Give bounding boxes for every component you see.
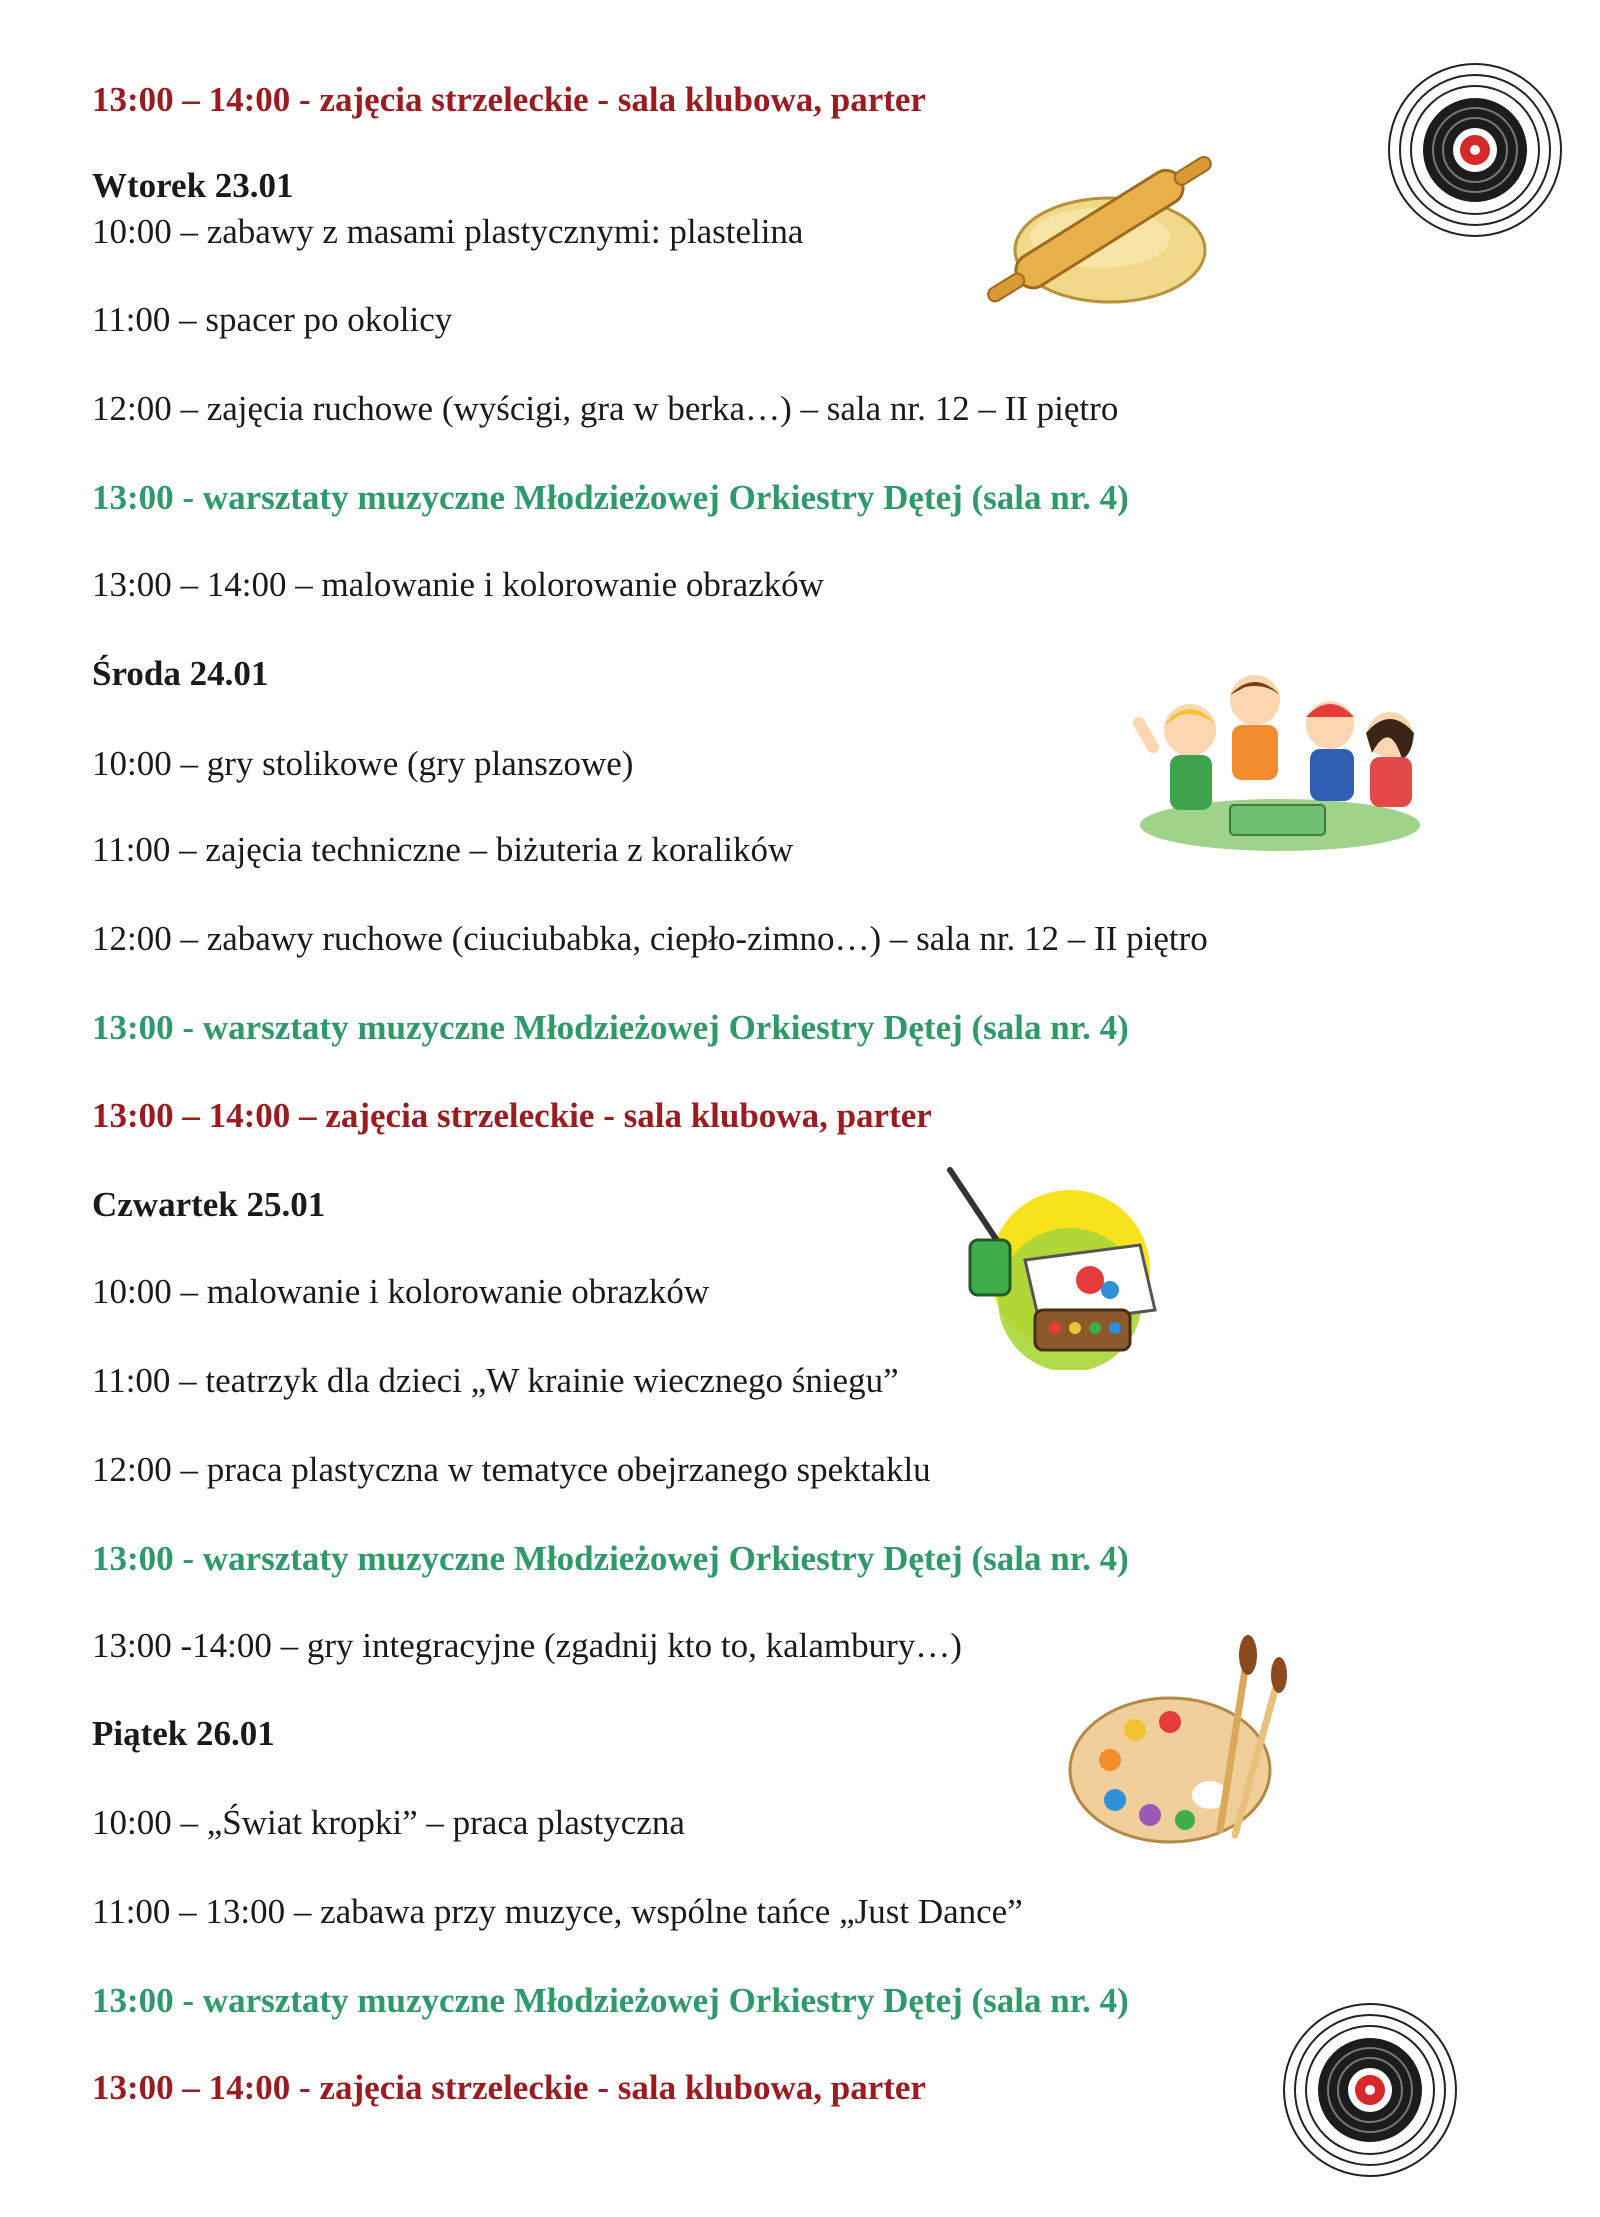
music-workshop: 13:00 - warsztaty muzyczne Młodzieżowej Orkiestry Dętej (sala nr. 4) xyxy=(92,478,1129,517)
shooting-session: 13:00 – 14:00 – zajęcia strzeleckie - sala klubowa, parter xyxy=(92,1096,932,1135)
music-workshop: 13:00 - warsztaty muzyczne Młodzieżowej Orkiestry Dętej (sala nr. 4) xyxy=(92,1008,1129,1047)
activity-item: 13:00 -14:00 – gry integracyjne (zgadnij kto to, kalambury…) xyxy=(92,1626,962,1665)
activity-item: 12:00 – zabawy ruchowe (ciuciubabka, ciepło-zimno…) – sala nr. 12 – II piętro xyxy=(92,919,1208,958)
children-playing-icon xyxy=(1120,655,1440,855)
activity-item: 10:00 – gry stolikowe (gry planszowe) xyxy=(92,744,634,783)
shooting-session: 13:00 – 14:00 - zajęcia strzeleckie - sala klubowa, parter xyxy=(92,80,926,119)
day-heading-tuesday: Wtorek 23.01 xyxy=(92,166,294,205)
activity-item: 12:00 – zajęcia ruchowe (wyścigi, gra w berka…) – sala nr. 12 – II piętro xyxy=(92,389,1119,428)
activity-item: 11:00 – spacer po okolicy xyxy=(92,300,453,339)
music-workshop: 13:00 - warsztaty muzyczne Młodzieżowej Orkiestry Dętej (sala nr. 4) xyxy=(92,1981,1129,2020)
paint-palette-icon xyxy=(1060,1630,1300,1860)
activity-item: 10:00 – zabawy z masami plastycznymi: plastelina xyxy=(92,212,804,251)
shooting-session: 13:00 – 14:00 - zajęcia strzeleckie - sala klubowa, parter xyxy=(92,2068,926,2107)
activity-item: 10:00 – malowanie i kolorowanie obrazków xyxy=(92,1272,710,1311)
day-heading-friday: Piątek 26.01 xyxy=(92,1714,275,1753)
target-icon xyxy=(1280,2000,1460,2180)
day-heading-thursday: Czwartek 25.01 xyxy=(92,1185,326,1224)
activity-item: 11:00 – teatrzyk dla dzieci „W krainie wiecznego śniegu” xyxy=(92,1361,899,1400)
activity-item: 11:00 – 13:00 – zabawa przy muzyce, wspólne tańce „Just Dance” xyxy=(92,1892,1023,1931)
painting-easel-icon xyxy=(940,1160,1170,1370)
music-workshop: 13:00 - warsztaty muzyczne Młodzieżowej Orkiestry Dętej (sala nr. 4) xyxy=(92,1539,1129,1578)
target-icon xyxy=(1385,60,1565,240)
activity-item: 10:00 – „Świat kropki” – praca plastyczna xyxy=(92,1803,685,1842)
activity-item: 12:00 – praca plastyczna w tematyce obejrzanego spektaklu xyxy=(92,1450,931,1489)
day-heading-wednesday: Środa 24.01 xyxy=(92,654,269,693)
activity-item: 13:00 – 14:00 – malowanie i kolorowanie obrazków xyxy=(92,565,824,604)
dough-rolling-pin-icon xyxy=(980,150,1220,310)
activity-item: 11:00 – zajęcia techniczne – biżuteria z koralików xyxy=(92,830,794,869)
